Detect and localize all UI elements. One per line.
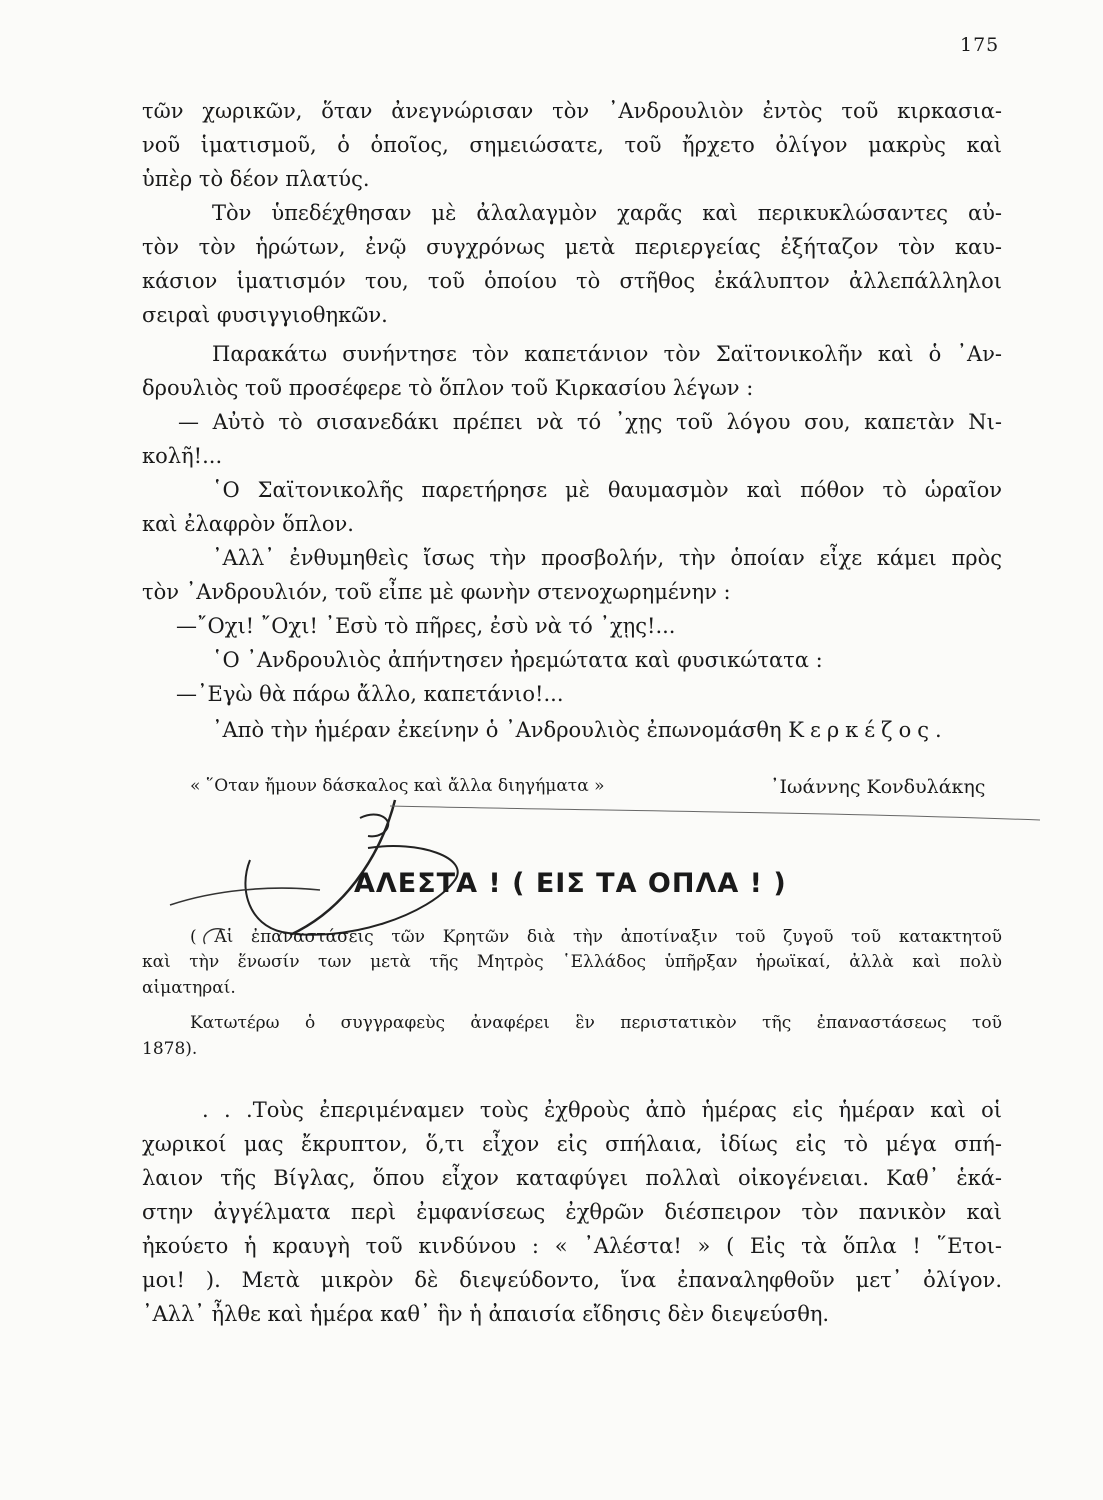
text-line: χωρικοί μας ἔκρυπτον, ὅ,τι εἶχον εἰς σπήλαια, ἰδίως εἰς τὸ μέγα σπή- [142, 1132, 1002, 1156]
text-line: σειραὶ φυσιγγιοθηκῶν. [142, 303, 388, 327]
text-line: καὶ ἐλαφρὸν ὅπλον. [142, 512, 354, 536]
intro-line: αἱματηραί. [142, 978, 236, 998]
text-line: ᾿Αλλ᾿ ἐνθυμηθεὶς ἴσως τὴν προσβολήν, τὴν ὁποίαν εἶχε κάμει πρὸς [212, 546, 1002, 570]
text-line: τὸν τὸν ἡρώτων, ἐνῷ συγχρόνως μετὰ περιεργείας ἐξήταζον τὸν καυ- [142, 235, 1002, 259]
intro-line: καὶ τὴν ἕνωσίν των μετὰ τῆς Μητρὸς ῾Ελλάδος ὑπῆρξαν ἡρωϊκαί, ἀλλὰ καὶ πολὺ [142, 952, 1002, 972]
text-line: Παρακάτω συνήντησε τὸν καπετάνιον τὸν Σαϊτονικολῆν καὶ ὁ ᾿Αν- [212, 342, 1002, 366]
text-line: ῾Ο ᾿Ανδρουλιὸς ἀπήντησεν ἠρεμώτατα καὶ φυσικώτατα : [212, 648, 823, 672]
section-title: ΑΛΕΣΤΑ ! ( ΕΙΣ ΤΑ ΟΠΛΑ ! ) [354, 868, 787, 899]
text-line: ῾Ο Σαϊτονικολῆς παρετήρησε μὲ θαυμασμὸν καὶ πόθον τὸ ὡραῖον [212, 478, 1002, 502]
text-line: νοῦ ἱματισμοῦ, ὁ ὁποῖος, σημειώσατε, τοῦ ἤρχετο ὀλίγον μακρὺς καὶ [142, 133, 1002, 157]
text-line: Τὸν ὑπεδέχθησαν μὲ ἀλαλαγμὸν χαρᾶς καὶ περικυκλώσαντες αὐ- [212, 201, 1002, 225]
text-line: τὸν ᾿Ανδρουλιόν, τοῦ εἶπε μὲ φωνὴν στενοχωρημένην : [142, 580, 731, 604]
text-line: ὑπὲρ τὸ δέον πλατύς. [142, 167, 370, 191]
text-line: λαιον τῆς Βίγλας, ὅπου εἶχον καταφύγει πολλαὶ οἰκογένειαι. Καθ᾿ ἑκά- [142, 1166, 1002, 1190]
attribution-source: « ῞Οταν ἤμουν δάσκαλος καὶ ἄλλα διηγήματα » [190, 776, 605, 796]
text-line: μοι! ). Μετὰ μικρὸν δὲ διεψεύδοντο, ἵνα ἐπαναληφθοῦν μετ᾿ ὀλίγον. [142, 1268, 1002, 1292]
text-line: —῎Οχι! ῎Οχι! ᾿Εσὺ τὸ πῆρες, ἐσὺ νὰ τό ᾽χῃς!... [176, 614, 676, 638]
nickname: Κερκέζος. [788, 718, 948, 742]
text-run: ᾿Απὸ τὴν ἡμέραν ἐκείνην ὁ ᾿Ανδρουλιὸς ἐπωνομάσθη [212, 718, 782, 742]
text-line: τῶν χωρικῶν, ὅταν ἀνεγνώρισαν τὸν ᾿Ανδρουλιὸν ἐντὸς τοῦ κιρκασια- [142, 99, 1002, 123]
text-line: στην ἀγγέλματα περὶ ἐμφανίσεως ἐχθρῶν διέσπειρον τὸν πανικὸν καὶ [142, 1200, 1002, 1224]
text-line: δρουλιὸς τοῦ προσέφερε τὸ ὅπλον τοῦ Κιρκασίου λέγων : [142, 376, 754, 400]
text-line: ἠκούετο ἡ κραυγὴ τοῦ κινδύνου : « ᾿Αλέστα! » ( Εἰς τὰ ὅπλα ! ῞Ετοι- [142, 1234, 1002, 1258]
text-line: —᾿Εγὼ θὰ πάρω ἄλλο, καπετάνιο!... [176, 682, 564, 706]
intro-line: ( Αἱ ἐπαναστάσεις τῶν Κρητῶν διὰ τὴν ἀποτίναξιν τοῦ ζυγοῦ τοῦ κατακτητοῦ [190, 927, 1002, 947]
intro-line: 1878). [142, 1039, 198, 1059]
text-line: κολῆ!... [142, 444, 223, 468]
attribution-author: ᾿Ιωάννης Κονδυλάκης [770, 776, 986, 798]
text-line: — Αὐτὸ τὸ σισανεδάκι πρέπει νὰ τό ᾽χῃς τοῦ λόγου σου, καπετὰν Νι- [178, 410, 1002, 434]
intro-line: Κατωτέρω ὁ συγγραφεὺς ἀναφέρει ἓν περιστατικὸν τῆς ἐπαναστάσεως τοῦ [190, 1013, 1002, 1033]
text-line: κάσιον ἱματισμόν του, τοῦ ὁποίου τὸ στῆθος ἐκάλυπτον ἀλλεπάλληλοι [142, 269, 1002, 293]
page-number: 175 [960, 34, 1000, 56]
text-line: . . .Τοὺς ἐπεριμέναμεν τοὺς ἐχθροὺς ἀπὸ ἡμέρας εἰς ἡμέραν καὶ οἱ [202, 1098, 1002, 1122]
text-line: ᾿Αλλ᾿ ἦλθε καὶ ἡμέρα καθ᾿ ἣν ἡ ἀπαισία εἴδησις δὲν διεψεύσθη. [142, 1302, 830, 1326]
text-line [212, 716, 948, 744]
